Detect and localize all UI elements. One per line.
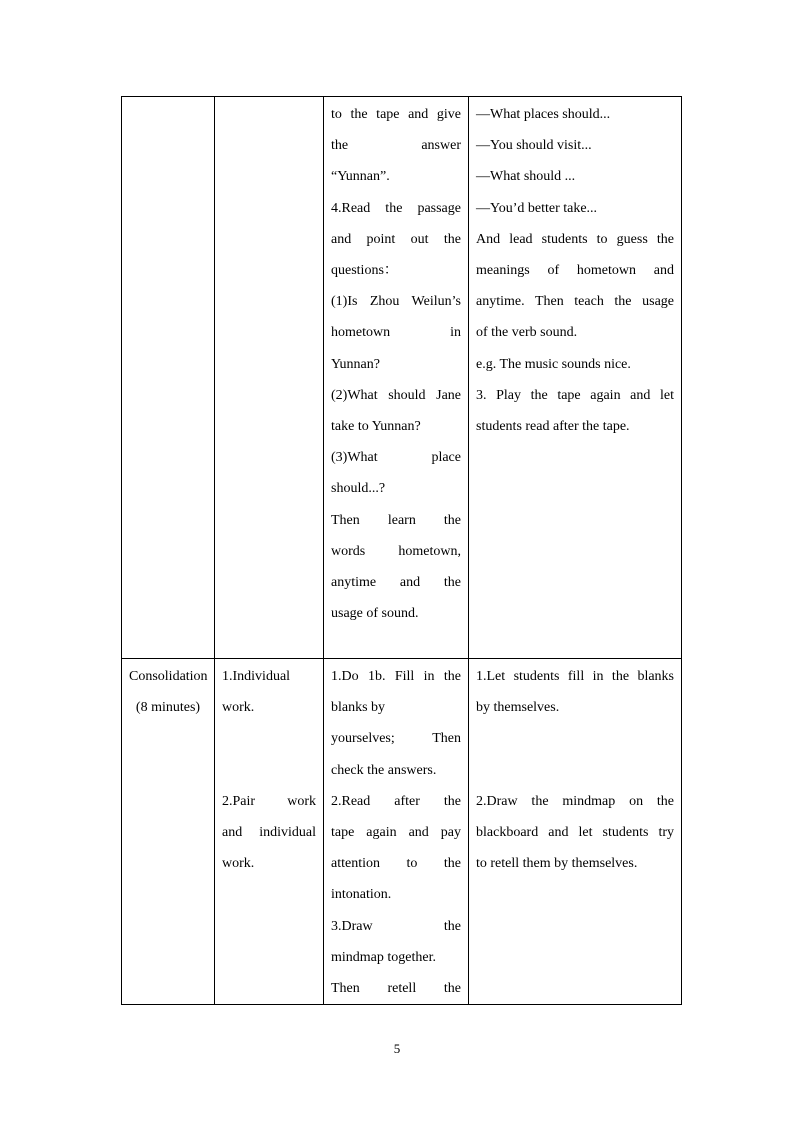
text-line: mindmap together.	[331, 949, 436, 965]
student-activity-cell	[324, 659, 469, 1005]
text-line: Yunnan?	[331, 356, 380, 372]
text-line: the answer	[331, 138, 461, 154]
text-line: Then learn the	[331, 512, 461, 528]
text-line: and individual	[222, 825, 316, 840]
teacher-activity-cell	[469, 97, 682, 659]
text-line: —You’d better take...	[476, 200, 598, 216]
mode-cell	[215, 659, 324, 1005]
text-line: (2)What should Jane	[331, 387, 461, 403]
text-line: work.	[222, 856, 255, 872]
text-line: students read after the tape.	[476, 419, 630, 435]
text-line: (3)What place	[331, 450, 461, 466]
text-line: tape again and pay	[331, 825, 461, 841]
table-row	[122, 97, 682, 659]
text-line: 2.Draw the mindmap on the	[476, 793, 674, 809]
text-line: of the verb sound.	[476, 325, 578, 341]
text-line: to retell them by themselves.	[476, 856, 638, 872]
text-line: 3.Draw the	[331, 918, 461, 934]
text-line: —What places should...	[476, 107, 611, 122]
lesson-plan-table	[121, 96, 682, 1005]
text-line: should...?	[331, 481, 386, 497]
stage-name: Consolidation	[129, 669, 208, 684]
text-line: by themselves.	[476, 700, 560, 716]
text-line: anytime. Then teach the usage	[476, 294, 674, 310]
mode-cell	[215, 97, 324, 659]
text-line: 4.Read the passage	[331, 200, 461, 216]
text-line: attention to the	[331, 856, 461, 872]
text-line: 2.Read after the	[331, 793, 461, 809]
stage-cell	[122, 97, 215, 659]
text-line: 2.Pair work	[222, 793, 316, 809]
text-line: e.g. The music sounds nice.	[476, 356, 631, 372]
text-line: words hometown,	[331, 543, 461, 559]
text-line: (1)Is Zhou Weilun’s	[331, 294, 461, 310]
table-row	[122, 659, 682, 1005]
text-line: hometown in	[331, 325, 461, 341]
text-line: and point out the	[331, 231, 461, 247]
text-line: work.	[222, 700, 255, 716]
text-line: intonation.	[331, 887, 392, 903]
text-line: And lead students to guess the	[476, 231, 674, 247]
stage-duration: (8 minutes)	[135, 700, 201, 716]
text-line: “Yunnan”.	[331, 169, 390, 185]
text-line: blanks by	[331, 700, 386, 716]
page-number: 5	[393, 1041, 401, 1056]
text-line: meanings of hometown and	[476, 263, 674, 279]
text-line: 1.Individual	[222, 669, 291, 684]
text-line: Then retell the	[331, 981, 461, 997]
text-line: usage of sound.	[331, 606, 419, 622]
text-line: 1.Do 1b. Fill in the	[331, 669, 461, 684]
text-line: check the answers.	[331, 762, 437, 778]
text-line: yourselves; Then	[331, 731, 461, 747]
stage-cell	[122, 659, 215, 1005]
text-line: —You should visit...	[476, 138, 592, 154]
text-line: 3. Play the tape again and let	[476, 387, 674, 403]
text-line: questions：	[331, 263, 398, 279]
text-line: anytime and the	[331, 575, 461, 591]
text-line: blackboard and let students try	[476, 825, 674, 840]
text-line: 1.Let students fill in the blanks	[476, 669, 674, 684]
text-line: —What should ...	[476, 169, 576, 185]
student-activity-cell	[324, 97, 469, 659]
text-line: to the tape and give	[331, 107, 461, 122]
teacher-activity-cell	[469, 659, 682, 1005]
text-line: take to Yunnan?	[331, 419, 421, 435]
